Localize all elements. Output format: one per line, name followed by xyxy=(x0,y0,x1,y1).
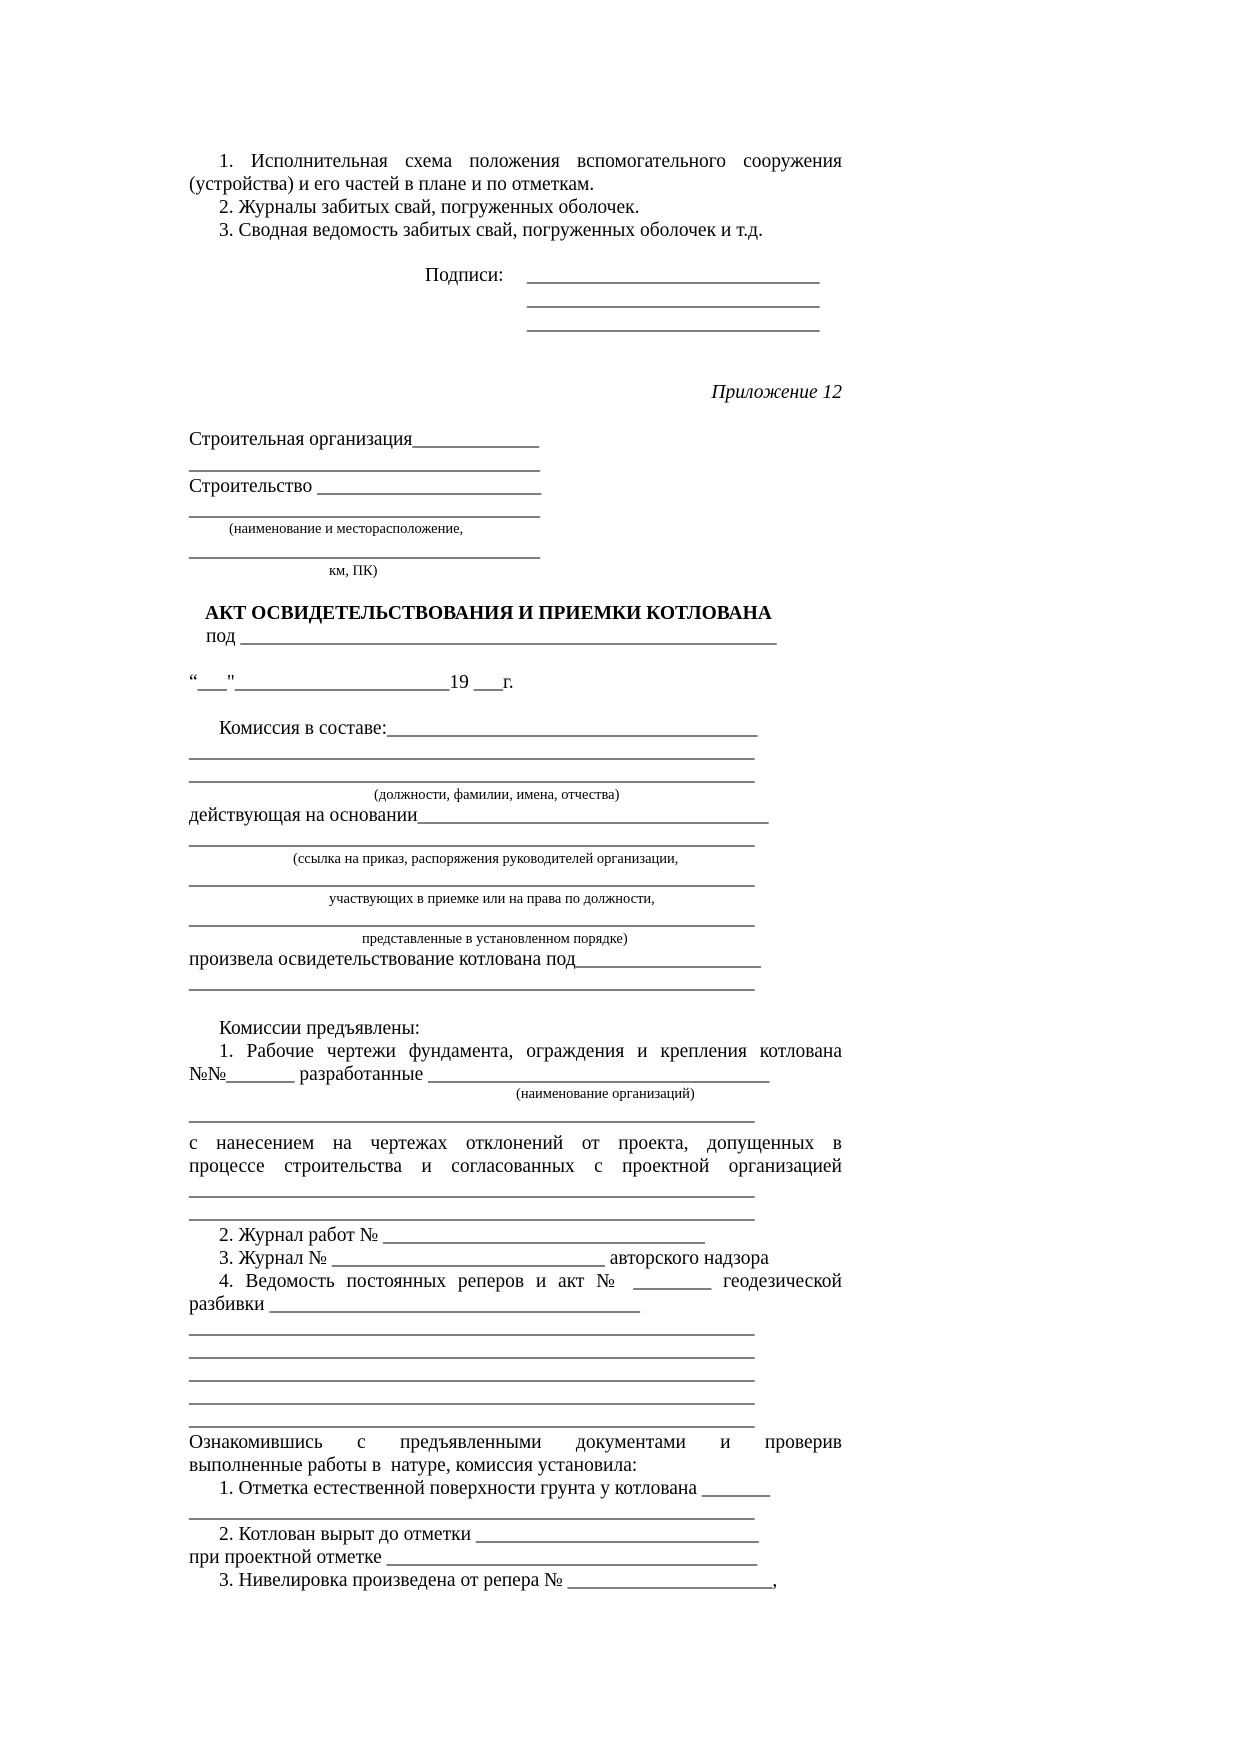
presented-item-1-line-2: №№_______ разработанные ___________________________________ xyxy=(189,1064,770,1085)
presented-deviation-line-1: с нанесением на чертежах отклонений от проекта, допущенных в xyxy=(189,1133,842,1154)
presented-item-4-line-2: разбивки ______________________________________ xyxy=(189,1294,640,1315)
signature-line-2: ______________________________ xyxy=(527,289,820,310)
commission-line-2: __________________________________________________________ xyxy=(189,764,755,785)
signature-line-3: ______________________________ xyxy=(527,313,820,334)
commission-line-6: __________________________________________________________ xyxy=(189,972,755,993)
commission-composition: Комиссия в составе:______________________________________ xyxy=(219,718,758,739)
org-line: ____________________________________ xyxy=(189,453,540,474)
findings-intro-line-2: выполненные работы в натуре, комиссия установила: xyxy=(189,1455,638,1476)
findings-line-1: __________________________________________________________ xyxy=(189,1501,755,1522)
presented-item-3: 3. Журнал № ____________________________ авторского надзора xyxy=(219,1248,769,1269)
presented-item-4-line-1: 4. Ведомость постоянных реперов и акт № ________ геодезической xyxy=(219,1271,842,1292)
list-item-1-line-2: (устройства) и его частей в плане и по отметкам. xyxy=(189,174,595,195)
caption-positions-names: (должности, фамилии, имена, отчества) xyxy=(374,787,620,803)
commission-line-4: __________________________________________________________ xyxy=(189,868,755,889)
findings-item-3: 3. Нивелировка произведена от репера № _____________________, xyxy=(219,1570,778,1591)
commission-basis: действующая на основании____________________________________ xyxy=(189,805,769,826)
presented-item-2: 2. Журнал работ № _________________________________ xyxy=(219,1225,705,1246)
act-title: АКТ ОСВИДЕТЕЛЬСТВОВАНИЯ И ПРИЕМКИ КОТЛОВАНА xyxy=(205,603,772,624)
act-date: “___"______________________19 ___г. xyxy=(189,672,514,693)
findings-item-2: 2. Котлован вырыт до отметки _____________________________ xyxy=(219,1524,759,1545)
commission-line-3: __________________________________________________________ xyxy=(189,828,755,849)
caption-established-order: представленные в установленном порядке) xyxy=(362,931,628,947)
act-under: под _______________________________________________________ xyxy=(206,626,777,647)
presented-item-1-line-1: 1. Рабочие чертежи фундамента, ограждения и крепления котлована xyxy=(219,1041,842,1062)
findings-intro-line-1: Ознакомившись с предъявленными документами и проверив xyxy=(189,1432,842,1453)
construction-field: Строительство _______________________ xyxy=(189,476,542,497)
presented-line-f: __________________________________________________________ xyxy=(189,1363,755,1384)
list-item-3: 3. Сводная ведомость забитых свай, погруженных оболочек и т.д. xyxy=(219,220,763,241)
list-item-1-line-1: 1. Исполнительная схема положения вспомогательного сооружения xyxy=(219,151,842,172)
org-field: Строительная организация_____________ xyxy=(189,429,540,450)
commission-line-5: __________________________________________________________ xyxy=(189,908,755,929)
list-item-2: 2. Журналы забитых свай, погруженных оболочек. xyxy=(219,197,640,218)
caption-organizations: (наименование организаций) xyxy=(516,1086,695,1102)
presented-line-e: __________________________________________________________ xyxy=(189,1340,755,1361)
presented-deviation-line-2: процессе строительства и согласованных с проектной организацией xyxy=(189,1156,842,1177)
presented-line-b: __________________________________________________________ xyxy=(189,1179,755,1200)
presented-line-g: __________________________________________________________ xyxy=(189,1386,755,1407)
caption-participants: участвующих в приемке или на права по должности, xyxy=(329,891,655,907)
appendix-title: Приложение 12 xyxy=(711,382,842,403)
presented-line-d: __________________________________________________________ xyxy=(189,1317,755,1338)
presented-line-c: __________________________________________________________ xyxy=(189,1202,755,1223)
presented-heading: Комиссии предъявлены: xyxy=(219,1018,421,1039)
signatures-label: Подписи: xyxy=(425,265,504,286)
caption-name-location: (наименование и месторасположение, xyxy=(229,521,464,537)
caption-km-pk: км, ПК) xyxy=(329,563,378,579)
findings-item-1: 1. Отметка естественной поверхности грунта у котлована _______ xyxy=(219,1478,771,1499)
caption-order-reference: (ссылка на приказ, распоряжения руководителей организации, xyxy=(293,851,679,867)
construction-line: ____________________________________ xyxy=(189,499,540,520)
presented-line-a: __________________________________________________________ xyxy=(189,1104,755,1125)
commission-inspected: произвела освидетельствование котлована под___________________ xyxy=(189,949,761,970)
findings-design-mark: при проектной отметке ______________________________________ xyxy=(189,1547,758,1568)
commission-line-1: __________________________________________________________ xyxy=(189,741,755,762)
presented-line-h: __________________________________________________________ xyxy=(189,1409,755,1430)
location-line: ____________________________________ xyxy=(189,540,540,561)
signature-line-1: ______________________________ xyxy=(527,265,820,286)
